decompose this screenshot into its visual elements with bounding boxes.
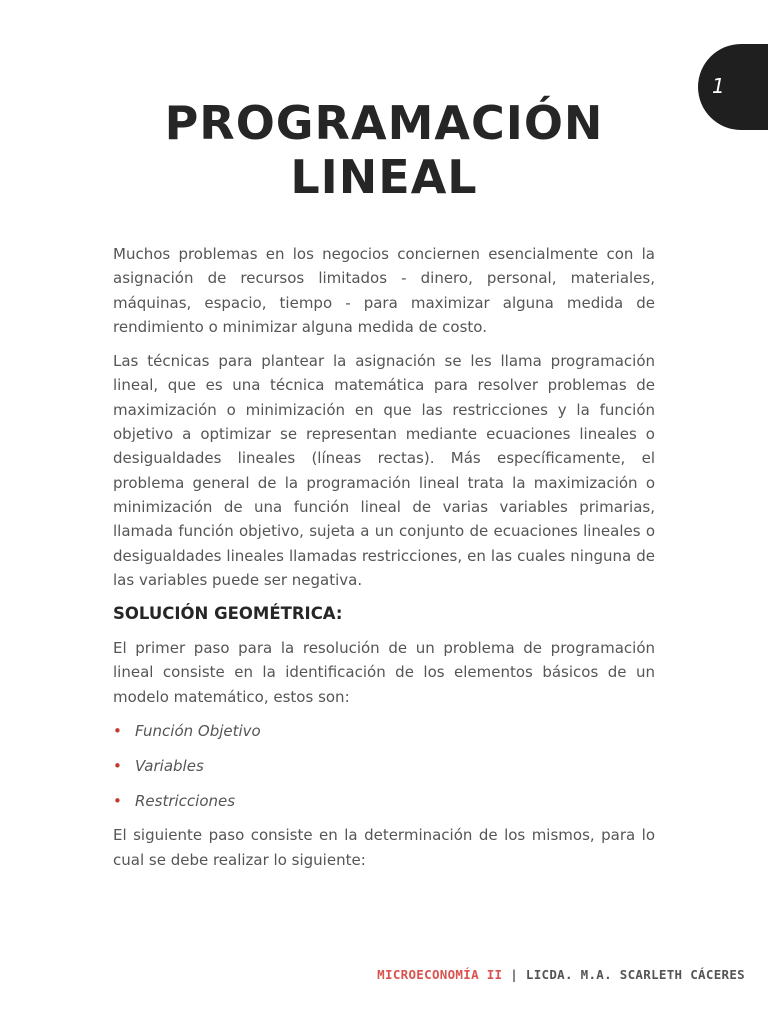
page-number-tab — [698, 44, 768, 130]
list-item — [113, 754, 655, 778]
document-body — [113, 242, 655, 882]
page-title — [113, 96, 655, 204]
elements-list — [113, 719, 655, 813]
bullet-icon: • — [113, 756, 122, 775]
list-item — [113, 789, 655, 813]
paragraph-definition: Las técnicas para plantear la asignación se les llama programación lineal, que es una técnica matemática para resolver problemas de maximización o minimización en que las restricciones y la función objetivo a optimizar se representan mediante ecuaciones lineales o desigualdades lineales (líneas rectas). Más específicamente, el problema general de la programación lineal trata la maximización o minimización de una función lineal de varias variables primarias, llamada función objetivo, sujeta a un conjunto de ecuaciones lineales o desigualdades lineales llamadas restricciones, en las cuales ninguna de las variables puede ser negativa. — [113, 352, 655, 589]
footer-author: LICDA. M.A. SCARLETH CÁCERES — [525, 967, 745, 982]
list-item-label: Restricciones — [135, 791, 236, 810]
page-footer — [377, 967, 745, 982]
title-line-2: LINEAL — [290, 150, 478, 204]
section-intro: El primer paso para la resolución de un problema de programación lineal consiste en la identificación de los elementos básicos de un modelo matemático, estos son: — [113, 639, 655, 706]
paragraph-intro: Muchos problemas en los negocios conciernen esencialmente con la asignación de recursos limitados - dinero, personal, materiales, máquinas, espacio, tiempo - para maximizar alguna medida de rendimiento o minimizar alguna medida de costo. — [113, 245, 655, 336]
section-closing: El siguiente paso consiste en la determinación de los mismos, para lo cual se debe realizar lo siguiente: — [113, 826, 655, 869]
list-item-label: Variables — [135, 756, 204, 775]
footer-separator: | — [502, 967, 526, 982]
footer-course: MICROECONOMÍA II — [377, 967, 503, 982]
bullet-icon: • — [113, 791, 122, 810]
list-item-label: Función Objetivo — [135, 722, 261, 741]
list-item — [113, 719, 655, 743]
bullet-icon: • — [113, 722, 122, 741]
page-number: 1 — [712, 74, 725, 98]
title-line-1: PROGRAMACIÓN — [164, 96, 604, 150]
section-heading: SOLUCIÓN GEOMÉTRICA: — [113, 604, 343, 624]
